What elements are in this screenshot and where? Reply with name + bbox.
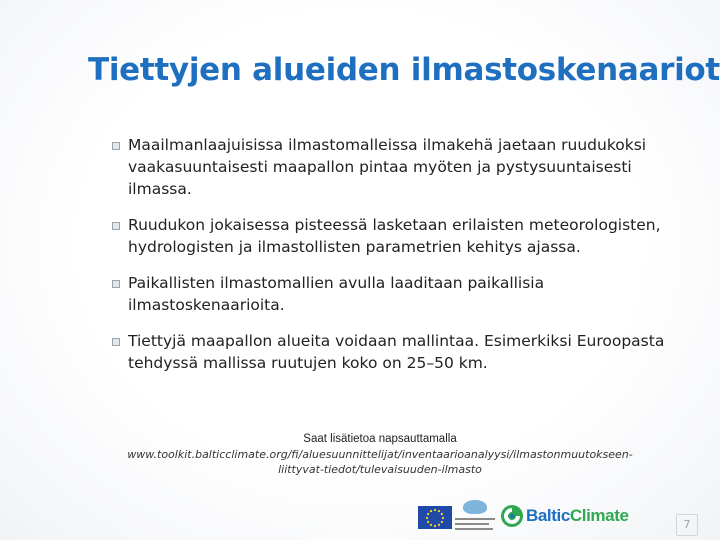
bullet-item — [112, 134, 672, 200]
logo-text-climate: Climate — [569, 506, 629, 525]
bullet-square-icon — [112, 222, 120, 230]
eu-flag-logo — [418, 506, 452, 529]
bullet-list — [112, 134, 672, 388]
bullet-text: Paikallisten ilmastomallien avulla laaditaan paikallisia ilmastoskenaarioita. — [128, 274, 545, 314]
source-label: Saat lisätietoa napsauttamalla — [303, 433, 457, 445]
baltic-sea-region-logo — [455, 500, 497, 534]
eu-stars-icon — [424, 507, 446, 529]
bullet-square-icon — [112, 338, 120, 346]
bullet-item — [112, 214, 672, 258]
source-note — [110, 432, 650, 477]
source-link[interactable]: www.toolkit.balticclimate.org/fi/aluesuunnittelijat/inventaarioanalyysi/ilmastonmuutokseen-liittyvat-tiedot/tulevaisuuden-ilmasto — [127, 448, 633, 476]
balticclimate-logo — [500, 504, 630, 532]
slide-title: Tiettyjen alueiden ilmastoskenaariot — [88, 52, 720, 88]
bullet-text: Ruudukon jokaisessa pisteessä lasketaan erilaisten meteorologisten, hydrologisten ja ilmastollisten parametrien kehitys ajassa. — [128, 216, 661, 256]
bullet-text: Maailmanlaajuisissa ilmastomalleissa ilmakehä jaetaan ruudukoksi vaakasuuntaisesti maapallon pintaa myöten ja pystysuuntaisesti ilmassa. — [128, 136, 647, 198]
bullet-item — [112, 272, 672, 316]
balticclimate-swirl-icon — [500, 504, 524, 528]
bullet-text: Tiettyjä maapallon alueita voidaan mallintaa. Esimerkiksi Euroopasta tehdyssä mallissa ruutujen koko on 25–50 km. — [128, 332, 665, 372]
bullet-square-icon — [112, 142, 120, 150]
bsr-wave-icon — [463, 500, 487, 514]
bullet-square-icon — [112, 280, 120, 288]
page-number: 7 — [676, 514, 698, 536]
bullet-item — [112, 330, 672, 374]
logo-text-baltic: Baltic — [526, 506, 570, 525]
balticclimate-wordmark — [526, 506, 629, 526]
